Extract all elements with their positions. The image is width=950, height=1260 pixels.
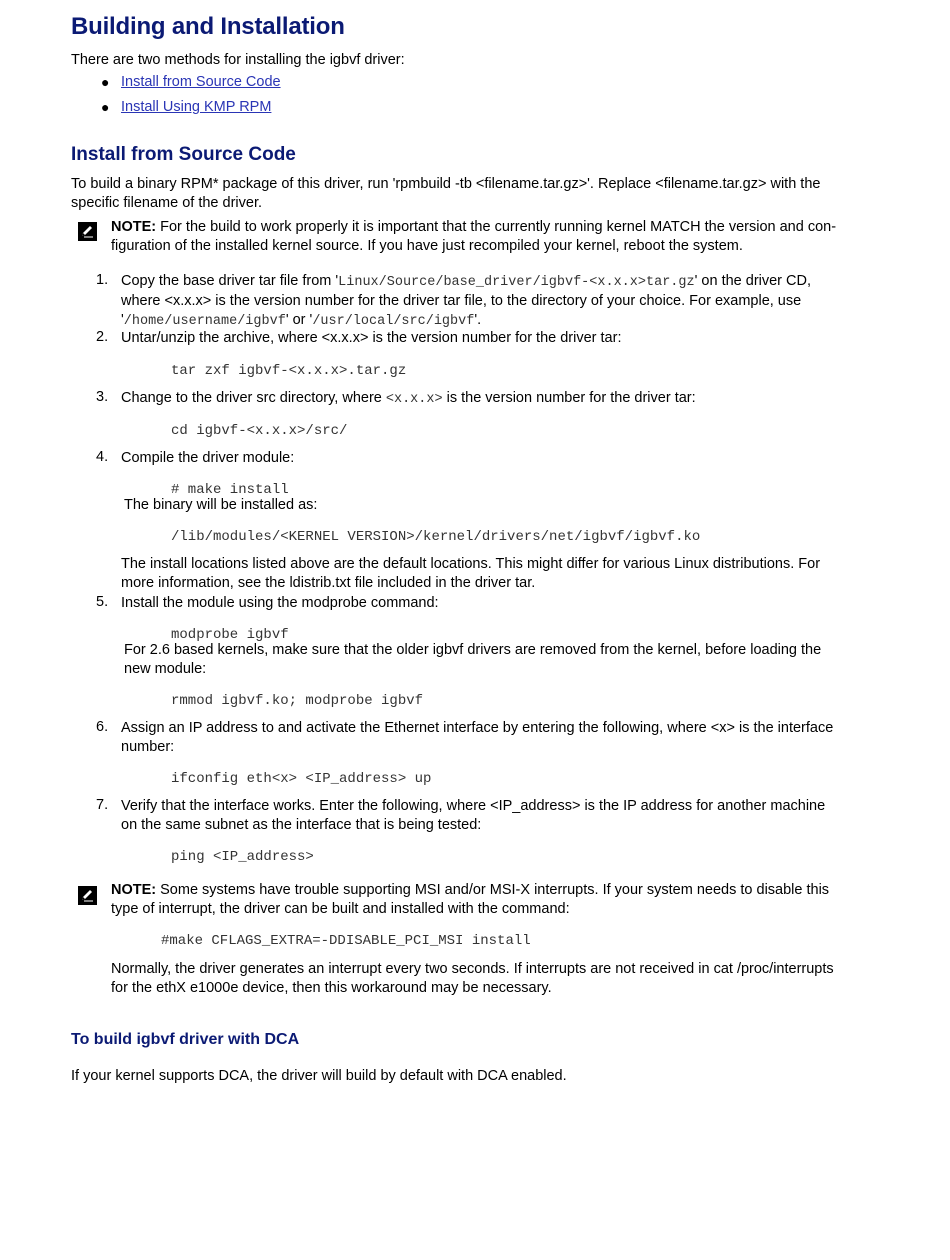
step-number: 7. <box>96 797 109 813</box>
note-build-match: NOTE: For the build to work properly it is important that the currently running kernel MATCH the version and con- figuration of the installed kernel source. If you have just recompiled your kernel, reboot the system. <box>111 219 837 254</box>
step-number: 3. <box>96 389 109 405</box>
build-para-line2: specific filename of the driver. <box>71 195 263 211</box>
code-make-install: # make install <box>171 482 289 498</box>
note-msi: NOTE: Some systems have trouble supporting MSI and/or MSI-X interrupts. If your system needs to disable this type of interrupt, the driver can be built and installed with the command: <box>111 882 830 917</box>
code-untar: tar zxf igbvf-<x.x.x>.tar.gz <box>171 363 407 379</box>
step-number: 1. <box>96 272 109 288</box>
step-5-text: Install the module using the modprobe command: <box>121 595 439 611</box>
intro-text: There are two methods for installing the igbvf driver: <box>71 52 405 68</box>
step-7-text: Verify that the interface works. Enter the following, where <IP_address> is the IP address for another machine on the same subnet as the interface that is being tested: <box>121 798 826 833</box>
code-module-path: /lib/modules/<KERNEL VERSION>/kernel/drivers/net/igbvf/igbvf.ko <box>171 529 701 545</box>
note-label: NOTE: <box>111 219 157 235</box>
code-make-cflags: #make CFLAGS_EXTRA=-DDISABLE_PCI_MSI install <box>161 933 531 949</box>
step-number: 5. <box>96 594 109 610</box>
code-ifconfig: ifconfig eth<x> <IP_address> up <box>171 771 432 787</box>
code-cd-src: cd igbvf-<x.x.x>/src/ <box>171 423 348 439</box>
link-install-source[interactable]: Install from Source Code <box>121 74 281 90</box>
section-heading-source: Install from Source Code <box>71 144 296 165</box>
step-2-text: Untar/unzip the archive, where <x.x.x> is the version number for the driver tar: <box>121 330 622 346</box>
link-install-kmp[interactable]: Install Using KMP RPM <box>121 99 272 115</box>
build-para-line1: To build a binary RPM* package of this driver, run 'rpmbuild -tb <filename.tar.gz>'. Replace <filename.tar.gz> with the <box>71 176 821 192</box>
step-number: 6. <box>96 719 109 735</box>
code-ping: ping <IP_address> <box>171 849 314 865</box>
note-label: NOTE: <box>111 882 157 898</box>
page-title: Building and Installation <box>71 13 345 40</box>
note-pencil-icon <box>78 222 97 241</box>
code-rmmod: rmmod igbvf.ko; modprobe igbvf <box>171 693 424 709</box>
dca-text: If your kernel supports DCA, the driver will build by default with DCA enabled. <box>71 1068 567 1084</box>
step-3-text: Change to the driver src directory, where <x.x.x> is the version number for the driver tar: <box>121 390 696 407</box>
bullet-dot-icon: ● <box>101 99 110 115</box>
note-pencil-icon <box>78 886 97 905</box>
bullet-dot-icon: ● <box>101 74 110 90</box>
step-4-text: Compile the driver module: <box>121 450 295 466</box>
note-msi-after: Normally, the driver generates an interrupt every two seconds. If interrupts are not received in cat /proc/interrupts for the ethX e1000e device, then this workaround may be necessary. <box>111 961 834 996</box>
section-heading-dca: To build igbvf driver with DCA <box>71 1031 300 1048</box>
install-locations-text: The install locations listed above are the default locations. This might differ for various Linux distributions. For more information, see the ldistrib.txt file included in the driver tar. <box>121 556 821 591</box>
step-6-text: Assign an IP address to and activate the Ethernet interface by entering the following, where <x> is the interface number: <box>121 720 834 755</box>
step-number: 2. <box>96 329 109 345</box>
step-number: 4. <box>96 449 109 465</box>
step-1-text: Copy the base driver tar file from 'Linux/Source/base_driver/igbvf-<x.x.x>tar.gz' on the driver CD, where <x.x.x> is the version number for the driver tar file, to the directory of your choice. For example, use '/home/username/igbvf' or '/usr/local/src/igbvf'. <box>121 273 812 329</box>
binary-location-text: The binary will be installed as: <box>124 497 318 513</box>
code-modprobe: modprobe igbvf <box>171 627 289 643</box>
kernel-26-text: For 2.6 based kernels, make sure that the older igbvf drivers are removed from the kernel, before loading the new module: <box>124 642 822 677</box>
